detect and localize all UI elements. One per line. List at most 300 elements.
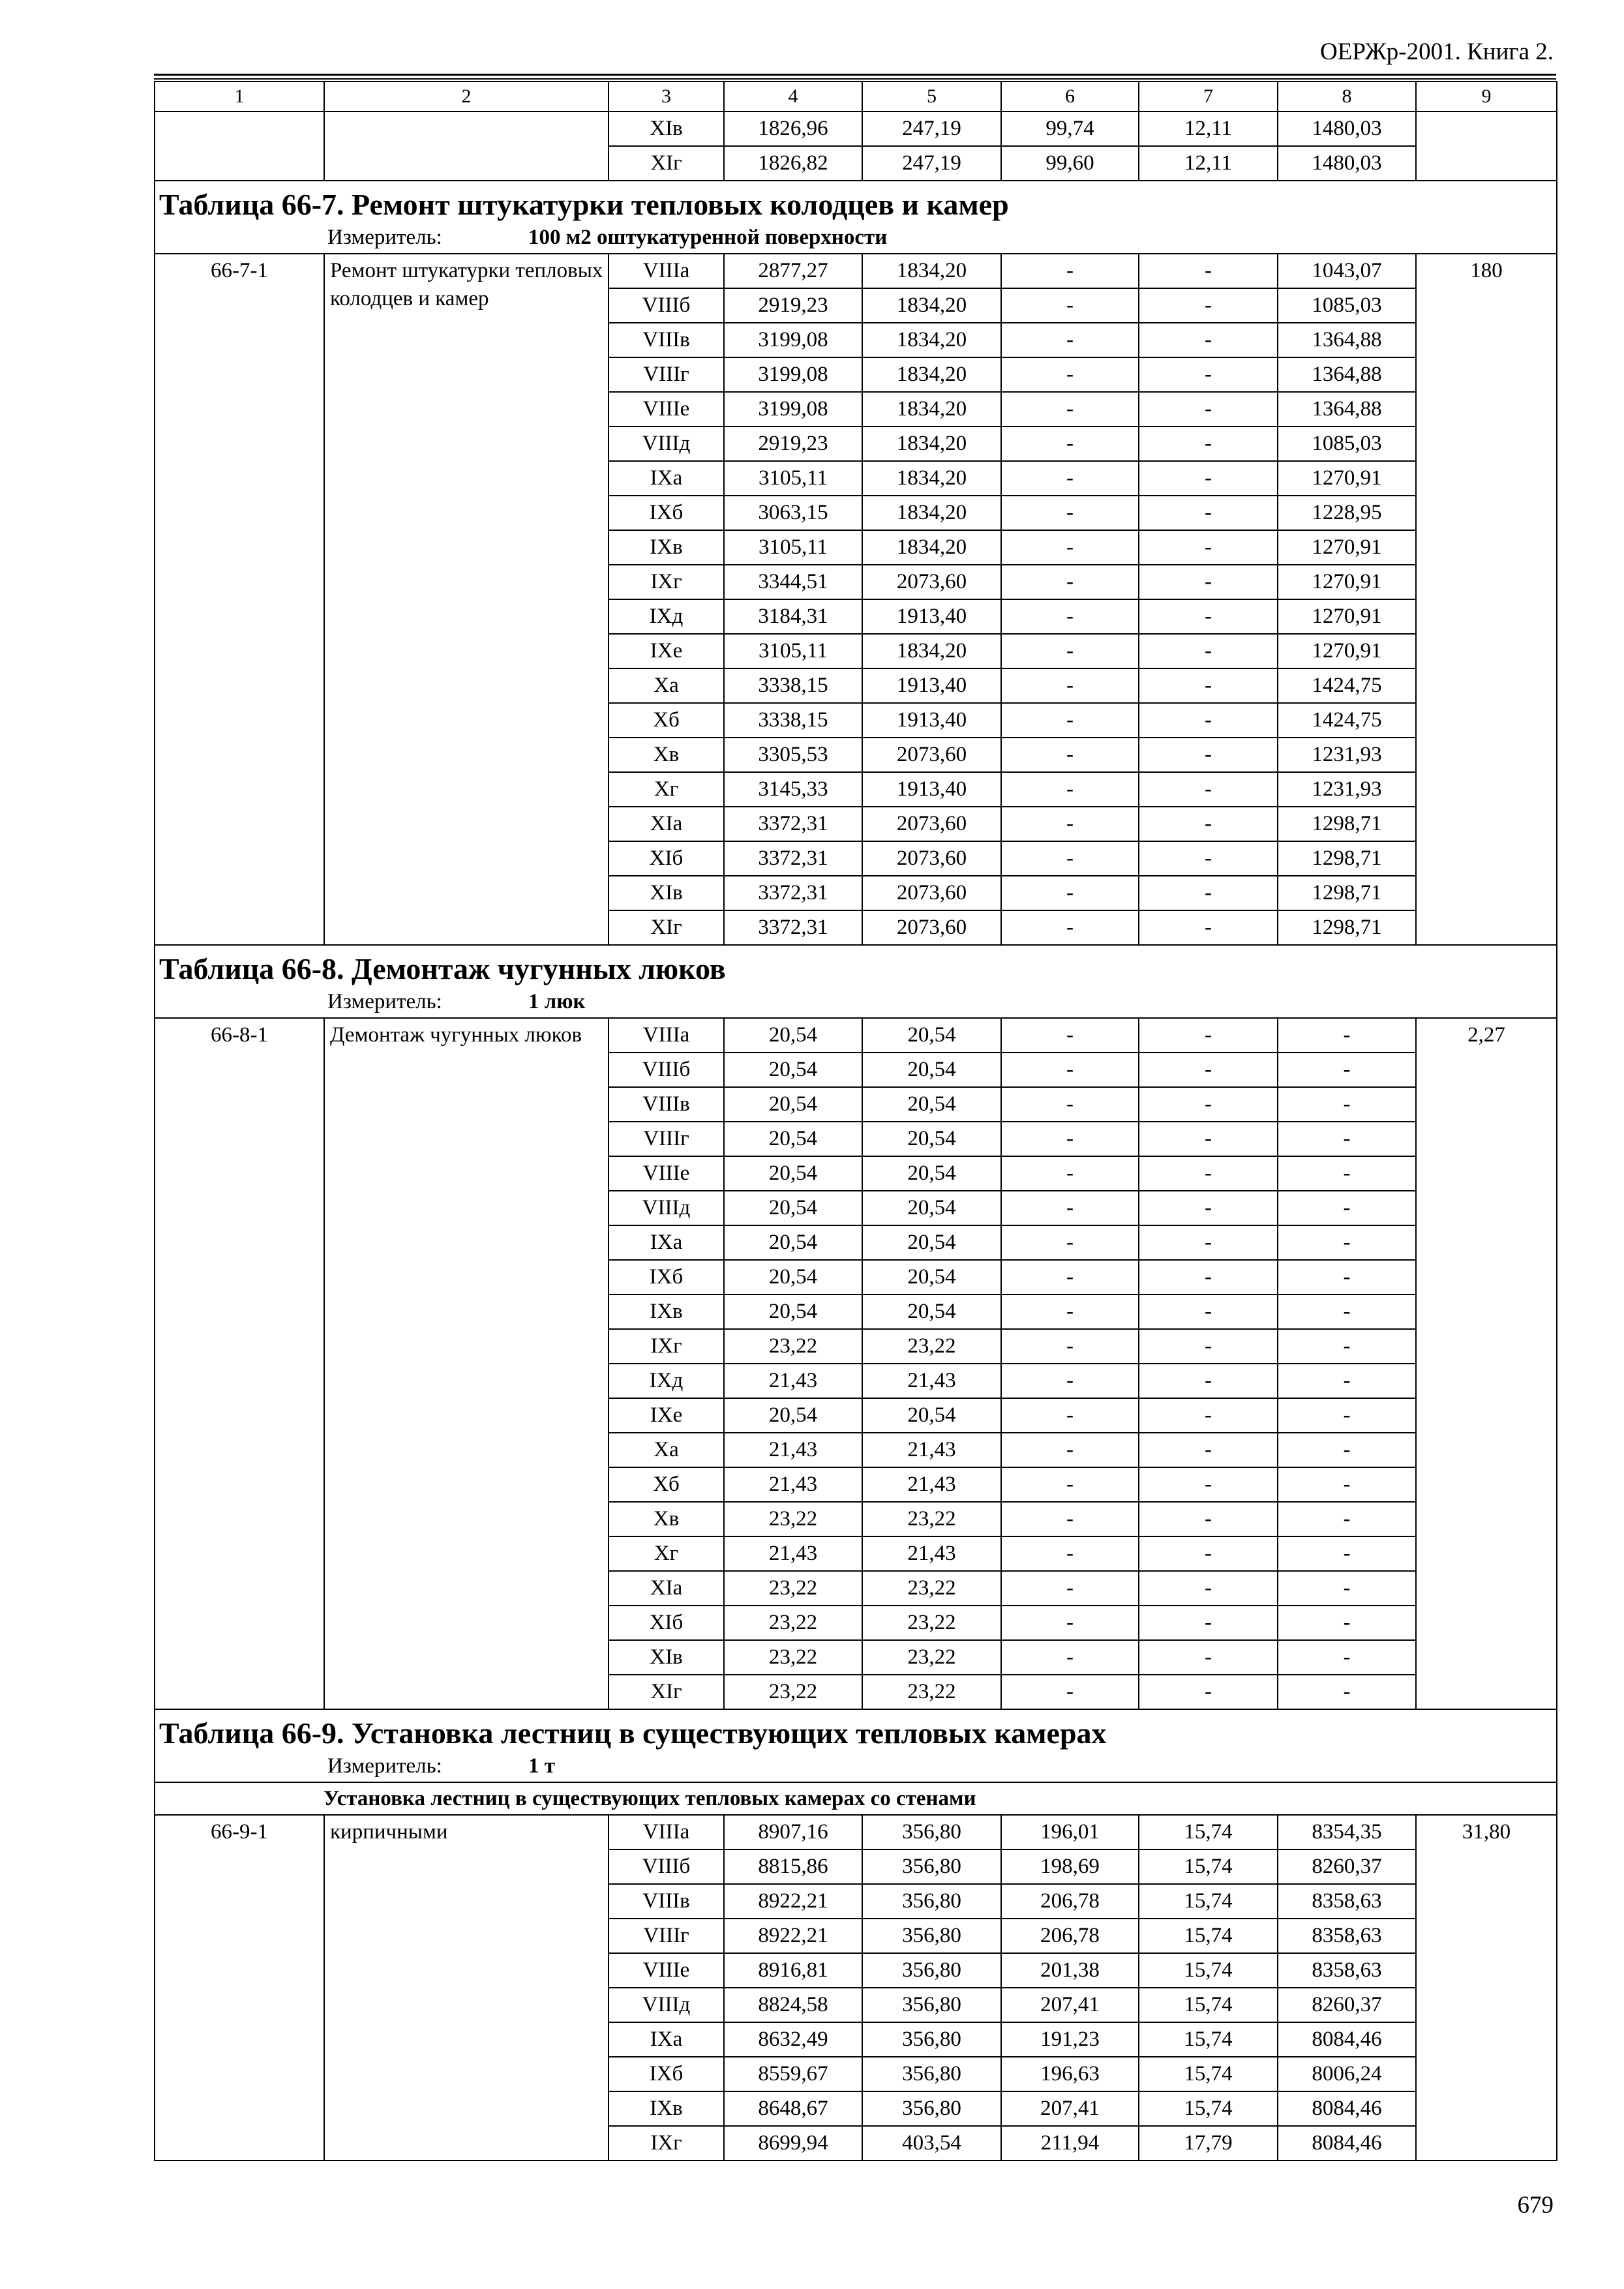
value-cell: - bbox=[1139, 1364, 1278, 1398]
value-cell: IXд bbox=[609, 599, 724, 634]
value-cell: 356,80 bbox=[862, 2022, 1001, 2057]
value-cell: 20,54 bbox=[724, 1398, 862, 1433]
value-cell: 20,54 bbox=[724, 1053, 862, 1087]
value-cell: 2073,60 bbox=[862, 807, 1001, 841]
value-cell: 3372,31 bbox=[724, 910, 862, 945]
value-cell: VIIIб bbox=[609, 1849, 724, 1884]
value-cell: 1480,03 bbox=[1278, 146, 1416, 181]
value-cell: 8922,21 bbox=[724, 1884, 862, 1919]
page-header: ОЕРЖр-2001. Книга 2. bbox=[1320, 38, 1554, 65]
value-cell: - bbox=[1139, 738, 1278, 772]
value-cell: 191,23 bbox=[1001, 2022, 1139, 2057]
value-cell: 8084,46 bbox=[1278, 2126, 1416, 2161]
value-cell: 21,43 bbox=[724, 1536, 862, 1571]
value-cell: Xг bbox=[609, 1536, 724, 1571]
value-cell: - bbox=[1139, 461, 1278, 496]
value-cell: 23,22 bbox=[862, 1329, 1001, 1364]
value-cell: 1298,71 bbox=[1278, 841, 1416, 876]
value-cell: 3145,33 bbox=[724, 772, 862, 807]
value-cell: 1270,91 bbox=[1278, 634, 1416, 668]
value-cell: XIа bbox=[609, 1571, 724, 1606]
value-cell: Xа bbox=[609, 1433, 724, 1467]
value-cell: - bbox=[1139, 1640, 1278, 1675]
value-cell: IXв bbox=[609, 530, 724, 565]
value-cell: 99,74 bbox=[1001, 112, 1139, 146]
value-cell: 8354,35 bbox=[1278, 1815, 1416, 1849]
value-cell: - bbox=[1278, 1364, 1416, 1398]
value-cell: - bbox=[1001, 841, 1139, 876]
value-cell: - bbox=[1139, 1053, 1278, 1087]
value-cell: - bbox=[1139, 668, 1278, 703]
value-cell: 198,69 bbox=[1001, 1849, 1139, 1884]
value-cell: 15,74 bbox=[1139, 2022, 1278, 2057]
column-number: 9 bbox=[1416, 82, 1557, 112]
value-cell: 20,54 bbox=[724, 1087, 862, 1122]
value-cell: 2073,60 bbox=[862, 841, 1001, 876]
value-cell: 1913,40 bbox=[862, 772, 1001, 807]
value-cell: 1834,20 bbox=[862, 392, 1001, 426]
value-cell: 1913,40 bbox=[862, 668, 1001, 703]
col9-cell bbox=[1416, 112, 1557, 181]
value-cell: - bbox=[1001, 1122, 1139, 1156]
column-number: 7 bbox=[1139, 82, 1278, 112]
value-cell: 20,54 bbox=[862, 1260, 1001, 1294]
table-row bbox=[155, 1815, 1557, 1849]
value-cell: 23,22 bbox=[862, 1606, 1001, 1640]
column-number: 5 bbox=[862, 82, 1001, 112]
value-cell: - bbox=[1278, 1606, 1416, 1640]
value-cell: VIIIд bbox=[609, 1988, 724, 2022]
value-cell: 1480,03 bbox=[1278, 112, 1416, 146]
value-cell: 15,74 bbox=[1139, 1884, 1278, 1919]
value-cell: VIIIв bbox=[609, 1884, 724, 1919]
value-cell: - bbox=[1278, 1571, 1416, 1606]
value-cell: 8358,63 bbox=[1278, 1953, 1416, 1988]
value-cell: 2073,60 bbox=[862, 876, 1001, 910]
value-cell: 12,11 bbox=[1139, 112, 1278, 146]
value-cell: - bbox=[1001, 357, 1139, 392]
norms-table bbox=[154, 81, 1557, 2161]
value-cell: - bbox=[1001, 323, 1139, 357]
value-cell: 15,74 bbox=[1139, 1849, 1278, 1884]
value-cell: 20,54 bbox=[724, 1225, 862, 1260]
value-cell: IXд bbox=[609, 1364, 724, 1398]
value-cell: 1298,71 bbox=[1278, 910, 1416, 945]
value-cell: - bbox=[1001, 288, 1139, 323]
value-cell: - bbox=[1001, 1225, 1139, 1260]
value-cell: - bbox=[1139, 357, 1278, 392]
value-cell: - bbox=[1001, 392, 1139, 426]
value-cell: IXв bbox=[609, 1294, 724, 1329]
value-cell: 21,43 bbox=[724, 1364, 862, 1398]
value-cell: 17,79 bbox=[1139, 2126, 1278, 2161]
value-cell: IXг bbox=[609, 565, 724, 599]
value-cell: - bbox=[1001, 530, 1139, 565]
value-cell: - bbox=[1001, 565, 1139, 599]
table-row bbox=[155, 254, 1557, 288]
value-cell: 356,80 bbox=[862, 1953, 1001, 1988]
value-cell: - bbox=[1278, 1122, 1416, 1156]
value-cell: - bbox=[1001, 1329, 1139, 1364]
measure-label: Измеритель: bbox=[327, 226, 442, 249]
value-cell: XIг bbox=[609, 910, 724, 945]
name-cell bbox=[324, 112, 609, 181]
value-cell: VIIIб bbox=[609, 1053, 724, 1087]
value-cell: IXа bbox=[609, 2022, 724, 2057]
measure-label: Измеритель: bbox=[327, 990, 442, 1013]
table-title-cell bbox=[155, 1709, 1557, 1782]
value-cell: IXб bbox=[609, 1260, 724, 1294]
value-cell: 3105,11 bbox=[724, 461, 862, 496]
value-cell: 1834,20 bbox=[862, 357, 1001, 392]
value-cell: 1834,20 bbox=[862, 254, 1001, 288]
value-cell: 8358,63 bbox=[1278, 1919, 1416, 1953]
col9-value: 2,27 bbox=[1416, 1018, 1557, 1709]
value-cell: - bbox=[1001, 772, 1139, 807]
value-cell: 20,54 bbox=[862, 1156, 1001, 1191]
value-cell: 2919,23 bbox=[724, 426, 862, 461]
value-cell: - bbox=[1139, 1018, 1278, 1053]
value-cell: 2919,23 bbox=[724, 288, 862, 323]
value-cell: 1834,20 bbox=[862, 496, 1001, 530]
value-cell: 247,19 bbox=[862, 146, 1001, 181]
value-cell: - bbox=[1278, 1294, 1416, 1329]
value-cell: 8699,94 bbox=[724, 2126, 862, 2161]
value-cell: - bbox=[1278, 1053, 1416, 1087]
value-cell: Xа bbox=[609, 668, 724, 703]
value-cell: 206,78 bbox=[1001, 1919, 1139, 1953]
value-cell: Xв bbox=[609, 738, 724, 772]
value-cell: 23,22 bbox=[724, 1640, 862, 1675]
value-cell: 23,22 bbox=[862, 1502, 1001, 1536]
value-cell: - bbox=[1001, 1087, 1139, 1122]
value-cell: - bbox=[1001, 1053, 1139, 1087]
value-cell: - bbox=[1139, 288, 1278, 323]
value-cell: 356,80 bbox=[862, 1884, 1001, 1919]
value-cell: 20,54 bbox=[862, 1087, 1001, 1122]
value-cell: - bbox=[1278, 1433, 1416, 1467]
value-cell: VIIIе bbox=[609, 1953, 724, 1988]
value-cell: 1834,20 bbox=[862, 461, 1001, 496]
value-cell: - bbox=[1001, 1467, 1139, 1502]
code-cell bbox=[155, 112, 324, 181]
value-cell: - bbox=[1139, 703, 1278, 738]
value-cell: 3305,53 bbox=[724, 738, 862, 772]
value-cell: 20,54 bbox=[862, 1053, 1001, 1087]
value-cell: - bbox=[1001, 1571, 1139, 1606]
value-cell: - bbox=[1278, 1225, 1416, 1260]
value-cell: - bbox=[1139, 1329, 1278, 1364]
value-cell: - bbox=[1139, 1571, 1278, 1606]
value-cell: 1043,07 bbox=[1278, 254, 1416, 288]
value-cell: 2073,60 bbox=[862, 738, 1001, 772]
value-cell: 3199,08 bbox=[724, 357, 862, 392]
value-cell: - bbox=[1001, 1018, 1139, 1053]
value-cell: 356,80 bbox=[862, 1919, 1001, 1953]
value-cell: - bbox=[1278, 1536, 1416, 1571]
value-cell: VIIIг bbox=[609, 1122, 724, 1156]
value-cell: VIIIд bbox=[609, 1191, 724, 1225]
value-cell: 8824,58 bbox=[724, 1988, 862, 2022]
value-cell: - bbox=[1001, 1536, 1139, 1571]
value-cell: 356,80 bbox=[862, 1815, 1001, 1849]
value-cell: - bbox=[1001, 807, 1139, 841]
value-cell: - bbox=[1139, 1294, 1278, 1329]
value-cell: 8632,49 bbox=[724, 2022, 862, 2057]
value-cell: 356,80 bbox=[862, 1849, 1001, 1884]
measure-value: 100 м2 оштукатуренной поверхности bbox=[528, 226, 888, 249]
value-cell: 3063,15 bbox=[724, 496, 862, 530]
value-cell: 23,22 bbox=[724, 1571, 862, 1606]
value-cell: - bbox=[1278, 1156, 1416, 1191]
column-number: 1 bbox=[155, 82, 324, 112]
value-cell: 3372,31 bbox=[724, 841, 862, 876]
value-cell: - bbox=[1139, 426, 1278, 461]
value-cell: 356,80 bbox=[862, 2091, 1001, 2126]
value-cell: 2877,27 bbox=[724, 254, 862, 288]
value-cell: XIв bbox=[609, 876, 724, 910]
value-cell: 15,74 bbox=[1139, 1988, 1278, 2022]
value-cell: 21,43 bbox=[862, 1433, 1001, 1467]
table-title: Таблица 66-7. Ремонт штукатурки тепловых колодцев и камер bbox=[159, 188, 1009, 221]
value-cell: - bbox=[1139, 530, 1278, 565]
value-cell: IXв bbox=[609, 2091, 724, 2126]
value-cell: 1834,20 bbox=[862, 323, 1001, 357]
value-cell: 20,54 bbox=[724, 1191, 862, 1225]
value-cell: 15,74 bbox=[1139, 2091, 1278, 2126]
value-cell: 1270,91 bbox=[1278, 599, 1416, 634]
value-cell: - bbox=[1001, 599, 1139, 634]
value-cell: 196,63 bbox=[1001, 2057, 1139, 2091]
value-cell: - bbox=[1139, 323, 1278, 357]
column-number: 8 bbox=[1278, 82, 1416, 112]
value-cell: 247,19 bbox=[862, 112, 1001, 146]
table-subheading: Установка лестниц в существующих тепловых камерах со стенами bbox=[155, 1782, 1557, 1815]
value-cell: - bbox=[1139, 1398, 1278, 1433]
value-cell: Xг bbox=[609, 772, 724, 807]
table-row bbox=[155, 112, 1557, 146]
value-cell: 20,54 bbox=[862, 1294, 1001, 1329]
value-cell: - bbox=[1139, 1191, 1278, 1225]
value-cell: 8922,21 bbox=[724, 1919, 862, 1953]
table-row bbox=[155, 1018, 1557, 1053]
value-cell: - bbox=[1278, 1018, 1416, 1053]
value-cell: 21,43 bbox=[862, 1536, 1001, 1571]
value-cell: 3372,31 bbox=[724, 807, 862, 841]
value-cell: 15,74 bbox=[1139, 1953, 1278, 1988]
value-cell: - bbox=[1001, 634, 1139, 668]
header-rule-thin bbox=[154, 78, 1556, 80]
value-cell: VIIIв bbox=[609, 323, 724, 357]
value-cell: VIIIа bbox=[609, 1018, 724, 1053]
value-cell: - bbox=[1001, 1398, 1139, 1433]
value-cell: - bbox=[1001, 1156, 1139, 1191]
subheading-row bbox=[155, 1782, 1557, 1815]
value-cell: - bbox=[1139, 1536, 1278, 1571]
measure-line bbox=[159, 223, 1552, 253]
value-cell: - bbox=[1139, 1433, 1278, 1467]
value-cell: - bbox=[1139, 807, 1278, 841]
value-cell: 1424,75 bbox=[1278, 703, 1416, 738]
value-cell: IXа bbox=[609, 461, 724, 496]
value-cell: 20,54 bbox=[862, 1122, 1001, 1156]
col9-value: 180 bbox=[1416, 254, 1557, 945]
measure-line bbox=[159, 1752, 1552, 1782]
value-cell: 356,80 bbox=[862, 1988, 1001, 2022]
value-cell: XIб bbox=[609, 841, 724, 876]
value-cell: - bbox=[1001, 1640, 1139, 1675]
value-cell: - bbox=[1139, 1260, 1278, 1294]
value-cell: 207,41 bbox=[1001, 1988, 1139, 2022]
value-cell: 23,22 bbox=[724, 1675, 862, 1709]
value-cell: 21,43 bbox=[724, 1433, 862, 1467]
value-cell: 1364,88 bbox=[1278, 357, 1416, 392]
value-cell: - bbox=[1139, 1156, 1278, 1191]
value-cell: 1364,88 bbox=[1278, 392, 1416, 426]
value-cell: 8648,67 bbox=[724, 2091, 862, 2126]
value-cell: - bbox=[1001, 1191, 1139, 1225]
value-cell: - bbox=[1278, 1087, 1416, 1122]
value-cell: Xб bbox=[609, 703, 724, 738]
value-cell: VIIIг bbox=[609, 357, 724, 392]
table-title-cell bbox=[155, 945, 1557, 1018]
value-cell: 2073,60 bbox=[862, 910, 1001, 945]
value-cell: 1913,40 bbox=[862, 703, 1001, 738]
value-cell: - bbox=[1001, 876, 1139, 910]
norm-name: Демонтаж чугунных люков bbox=[324, 1018, 609, 1709]
value-cell: - bbox=[1001, 1364, 1139, 1398]
value-cell: 8260,37 bbox=[1278, 1849, 1416, 1884]
table-title-row bbox=[155, 945, 1557, 1018]
value-cell: - bbox=[1001, 703, 1139, 738]
value-cell: 1424,75 bbox=[1278, 668, 1416, 703]
value-cell: - bbox=[1001, 426, 1139, 461]
value-cell: 1298,71 bbox=[1278, 876, 1416, 910]
table-title-cell bbox=[155, 181, 1557, 254]
value-cell: 1085,03 bbox=[1278, 288, 1416, 323]
value-cell: IXб bbox=[609, 2057, 724, 2091]
value-cell: 1085,03 bbox=[1278, 426, 1416, 461]
value-cell: XIа bbox=[609, 807, 724, 841]
value-cell: 1913,40 bbox=[862, 599, 1001, 634]
value-cell: 23,22 bbox=[862, 1571, 1001, 1606]
value-cell: 1834,20 bbox=[862, 530, 1001, 565]
value-cell: 1834,20 bbox=[862, 634, 1001, 668]
value-cell: XIг bbox=[609, 146, 724, 181]
value-cell: 1270,91 bbox=[1278, 530, 1416, 565]
value-cell: IXе bbox=[609, 1398, 724, 1433]
value-cell: 20,54 bbox=[862, 1018, 1001, 1053]
value-cell: 8916,81 bbox=[724, 1953, 862, 1988]
value-cell: IXа bbox=[609, 1225, 724, 1260]
column-number: 4 bbox=[724, 82, 862, 112]
value-cell: 23,22 bbox=[862, 1640, 1001, 1675]
value-cell: - bbox=[1139, 1467, 1278, 1502]
value-cell: 207,41 bbox=[1001, 2091, 1139, 2126]
value-cell: 1364,88 bbox=[1278, 323, 1416, 357]
value-cell: XIб bbox=[609, 1606, 724, 1640]
value-cell: 20,54 bbox=[724, 1260, 862, 1294]
value-cell: 1231,93 bbox=[1278, 772, 1416, 807]
value-cell: 3338,15 bbox=[724, 703, 862, 738]
value-cell: - bbox=[1001, 668, 1139, 703]
value-cell: 201,38 bbox=[1001, 1953, 1139, 1988]
value-cell: 211,94 bbox=[1001, 2126, 1139, 2161]
value-cell: 3184,31 bbox=[724, 599, 862, 634]
value-cell: - bbox=[1278, 1398, 1416, 1433]
value-cell: - bbox=[1139, 1122, 1278, 1156]
value-cell: - bbox=[1001, 1675, 1139, 1709]
value-cell: 8559,67 bbox=[724, 2057, 862, 2091]
value-cell: XIв bbox=[609, 112, 724, 146]
value-cell: - bbox=[1001, 738, 1139, 772]
value-cell: 403,54 bbox=[862, 2126, 1001, 2161]
value-cell: 206,78 bbox=[1001, 1884, 1139, 1919]
value-cell: 15,74 bbox=[1139, 1919, 1278, 1953]
value-cell: 20,54 bbox=[862, 1225, 1001, 1260]
value-cell: VIIIд bbox=[609, 426, 724, 461]
value-cell: 8907,16 bbox=[724, 1815, 862, 1849]
header-rule bbox=[154, 74, 1556, 76]
value-cell: 1231,93 bbox=[1278, 738, 1416, 772]
norm-name: Ремонт штукатурки тепловых колодцев и камер bbox=[324, 254, 609, 945]
table-title-row bbox=[155, 181, 1557, 254]
value-cell: XIг bbox=[609, 1675, 724, 1709]
value-cell: - bbox=[1139, 1225, 1278, 1260]
value-cell: 1834,20 bbox=[862, 426, 1001, 461]
value-cell: - bbox=[1001, 910, 1139, 945]
value-cell: - bbox=[1139, 254, 1278, 288]
value-cell: VIIIб bbox=[609, 288, 724, 323]
value-cell: 8815,86 bbox=[724, 1849, 862, 1884]
value-cell: 99,60 bbox=[1001, 146, 1139, 181]
table-title: Таблица 66-9. Установка лестниц в существующих тепловых камерах bbox=[159, 1716, 1107, 1750]
value-cell: 3344,51 bbox=[724, 565, 862, 599]
value-cell: 1228,95 bbox=[1278, 496, 1416, 530]
value-cell: - bbox=[1001, 496, 1139, 530]
value-cell: - bbox=[1278, 1260, 1416, 1294]
value-cell: VIIIа bbox=[609, 254, 724, 288]
value-cell: 20,54 bbox=[862, 1191, 1001, 1225]
value-cell: - bbox=[1139, 634, 1278, 668]
norm-name: кирпичными bbox=[324, 1815, 609, 2161]
value-cell: 1826,96 bbox=[724, 112, 862, 146]
value-cell: 8006,24 bbox=[1278, 2057, 1416, 2091]
value-cell: 21,43 bbox=[724, 1467, 862, 1502]
norm-code: 66-7-1 bbox=[155, 254, 324, 945]
value-cell: 8084,46 bbox=[1278, 2091, 1416, 2126]
value-cell: - bbox=[1139, 1606, 1278, 1640]
value-cell: VIIIе bbox=[609, 1156, 724, 1191]
value-cell: - bbox=[1139, 1087, 1278, 1122]
value-cell: 1270,91 bbox=[1278, 565, 1416, 599]
value-cell: - bbox=[1139, 599, 1278, 634]
value-cell: 20,54 bbox=[724, 1294, 862, 1329]
value-cell: - bbox=[1001, 1502, 1139, 1536]
value-cell: 1834,20 bbox=[862, 288, 1001, 323]
value-cell: - bbox=[1001, 1260, 1139, 1294]
column-number: 6 bbox=[1001, 82, 1139, 112]
value-cell: Xб bbox=[609, 1467, 724, 1502]
value-cell: 3105,11 bbox=[724, 634, 862, 668]
measure-value: 1 т bbox=[528, 1754, 555, 1778]
value-cell: 196,01 bbox=[1001, 1815, 1139, 1849]
value-cell: - bbox=[1139, 1502, 1278, 1536]
value-cell: 20,54 bbox=[724, 1156, 862, 1191]
value-cell: - bbox=[1139, 910, 1278, 945]
value-cell: 8084,46 bbox=[1278, 2022, 1416, 2057]
value-cell: 1298,71 bbox=[1278, 807, 1416, 841]
